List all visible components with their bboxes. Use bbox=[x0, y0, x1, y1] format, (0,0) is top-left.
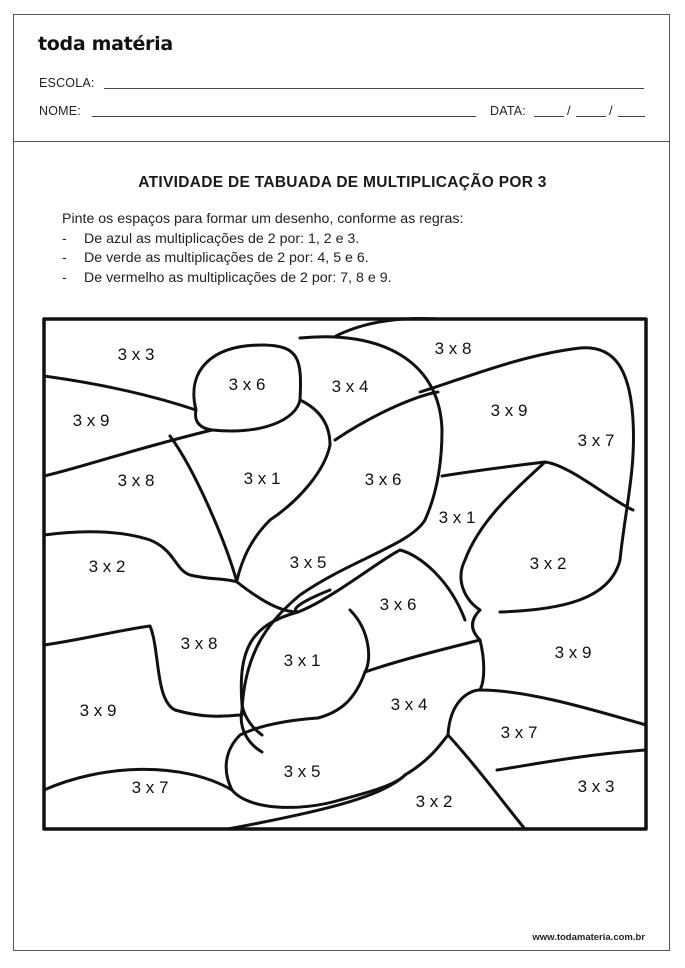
region-label: 3 x 4 bbox=[331, 377, 369, 396]
region-label: 3 x 3 bbox=[577, 777, 615, 796]
region-label: 3 x 8 bbox=[434, 339, 472, 358]
nome-label: NOME: bbox=[39, 104, 81, 118]
rule-text: De verde as multiplicações de 2 por: 4, 5 e 6. bbox=[84, 250, 369, 266]
page-title: ATIVIDADE DE TABUADA DE MULTIPLICAÇÃO POR 3 bbox=[138, 174, 547, 191]
region-label: 3 x 7 bbox=[131, 778, 169, 797]
rule-text: De azul as multiplicações de 2 por: 1, 2 e 3. bbox=[84, 230, 360, 247]
bullet-dash: - bbox=[62, 230, 67, 247]
region-label: 3 x 9 bbox=[79, 701, 117, 720]
region-label: 3 x 8 bbox=[180, 634, 218, 653]
region-label: 3 x 6 bbox=[228, 375, 266, 394]
region-label: 3 x 7 bbox=[500, 723, 538, 742]
bullet-dash: - bbox=[62, 269, 67, 286]
brand-logo: toda matéria bbox=[38, 33, 173, 55]
region-label: 3 x 1 bbox=[283, 651, 321, 670]
date-separator-2: / bbox=[609, 103, 613, 118]
region-label: 3 x 5 bbox=[283, 762, 321, 781]
region-label: 3 x 5 bbox=[289, 553, 327, 572]
escola-label: ESCOLA: bbox=[39, 76, 95, 90]
region-label: 3 x 6 bbox=[364, 470, 402, 489]
region-label: 3 x 9 bbox=[554, 643, 592, 662]
instructions-intro: Pinte os espaços para formar um desenho, conforme as regras: bbox=[62, 211, 464, 227]
puzzle-labels bbox=[73, 339, 615, 811]
region-label: 3 x 4 bbox=[390, 695, 428, 714]
data-label: DATA: bbox=[490, 104, 526, 118]
region-label: 3 x 1 bbox=[243, 469, 281, 488]
bullet-dash: - bbox=[62, 250, 67, 266]
region-label: 3 x 6 bbox=[379, 595, 417, 614]
date-separator-1: / bbox=[567, 103, 571, 118]
region-label: 3 x 2 bbox=[415, 792, 453, 811]
footer-url: www.todamateria.com.br bbox=[532, 932, 645, 943]
region-label: 3 x 3 bbox=[117, 345, 155, 364]
region-label: 3 x 9 bbox=[72, 411, 110, 430]
region-label: 3 x 7 bbox=[577, 431, 615, 450]
region-label: 3 x 2 bbox=[529, 554, 567, 573]
region-label: 3 x 1 bbox=[438, 508, 476, 527]
region-label: 3 x 8 bbox=[117, 471, 155, 490]
region-label: 3 x 2 bbox=[88, 557, 126, 576]
region-label: 3 x 9 bbox=[490, 401, 528, 420]
rule-text: De vermelho as multiplicações de 2 por: 7, 8 e 9. bbox=[84, 269, 392, 286]
